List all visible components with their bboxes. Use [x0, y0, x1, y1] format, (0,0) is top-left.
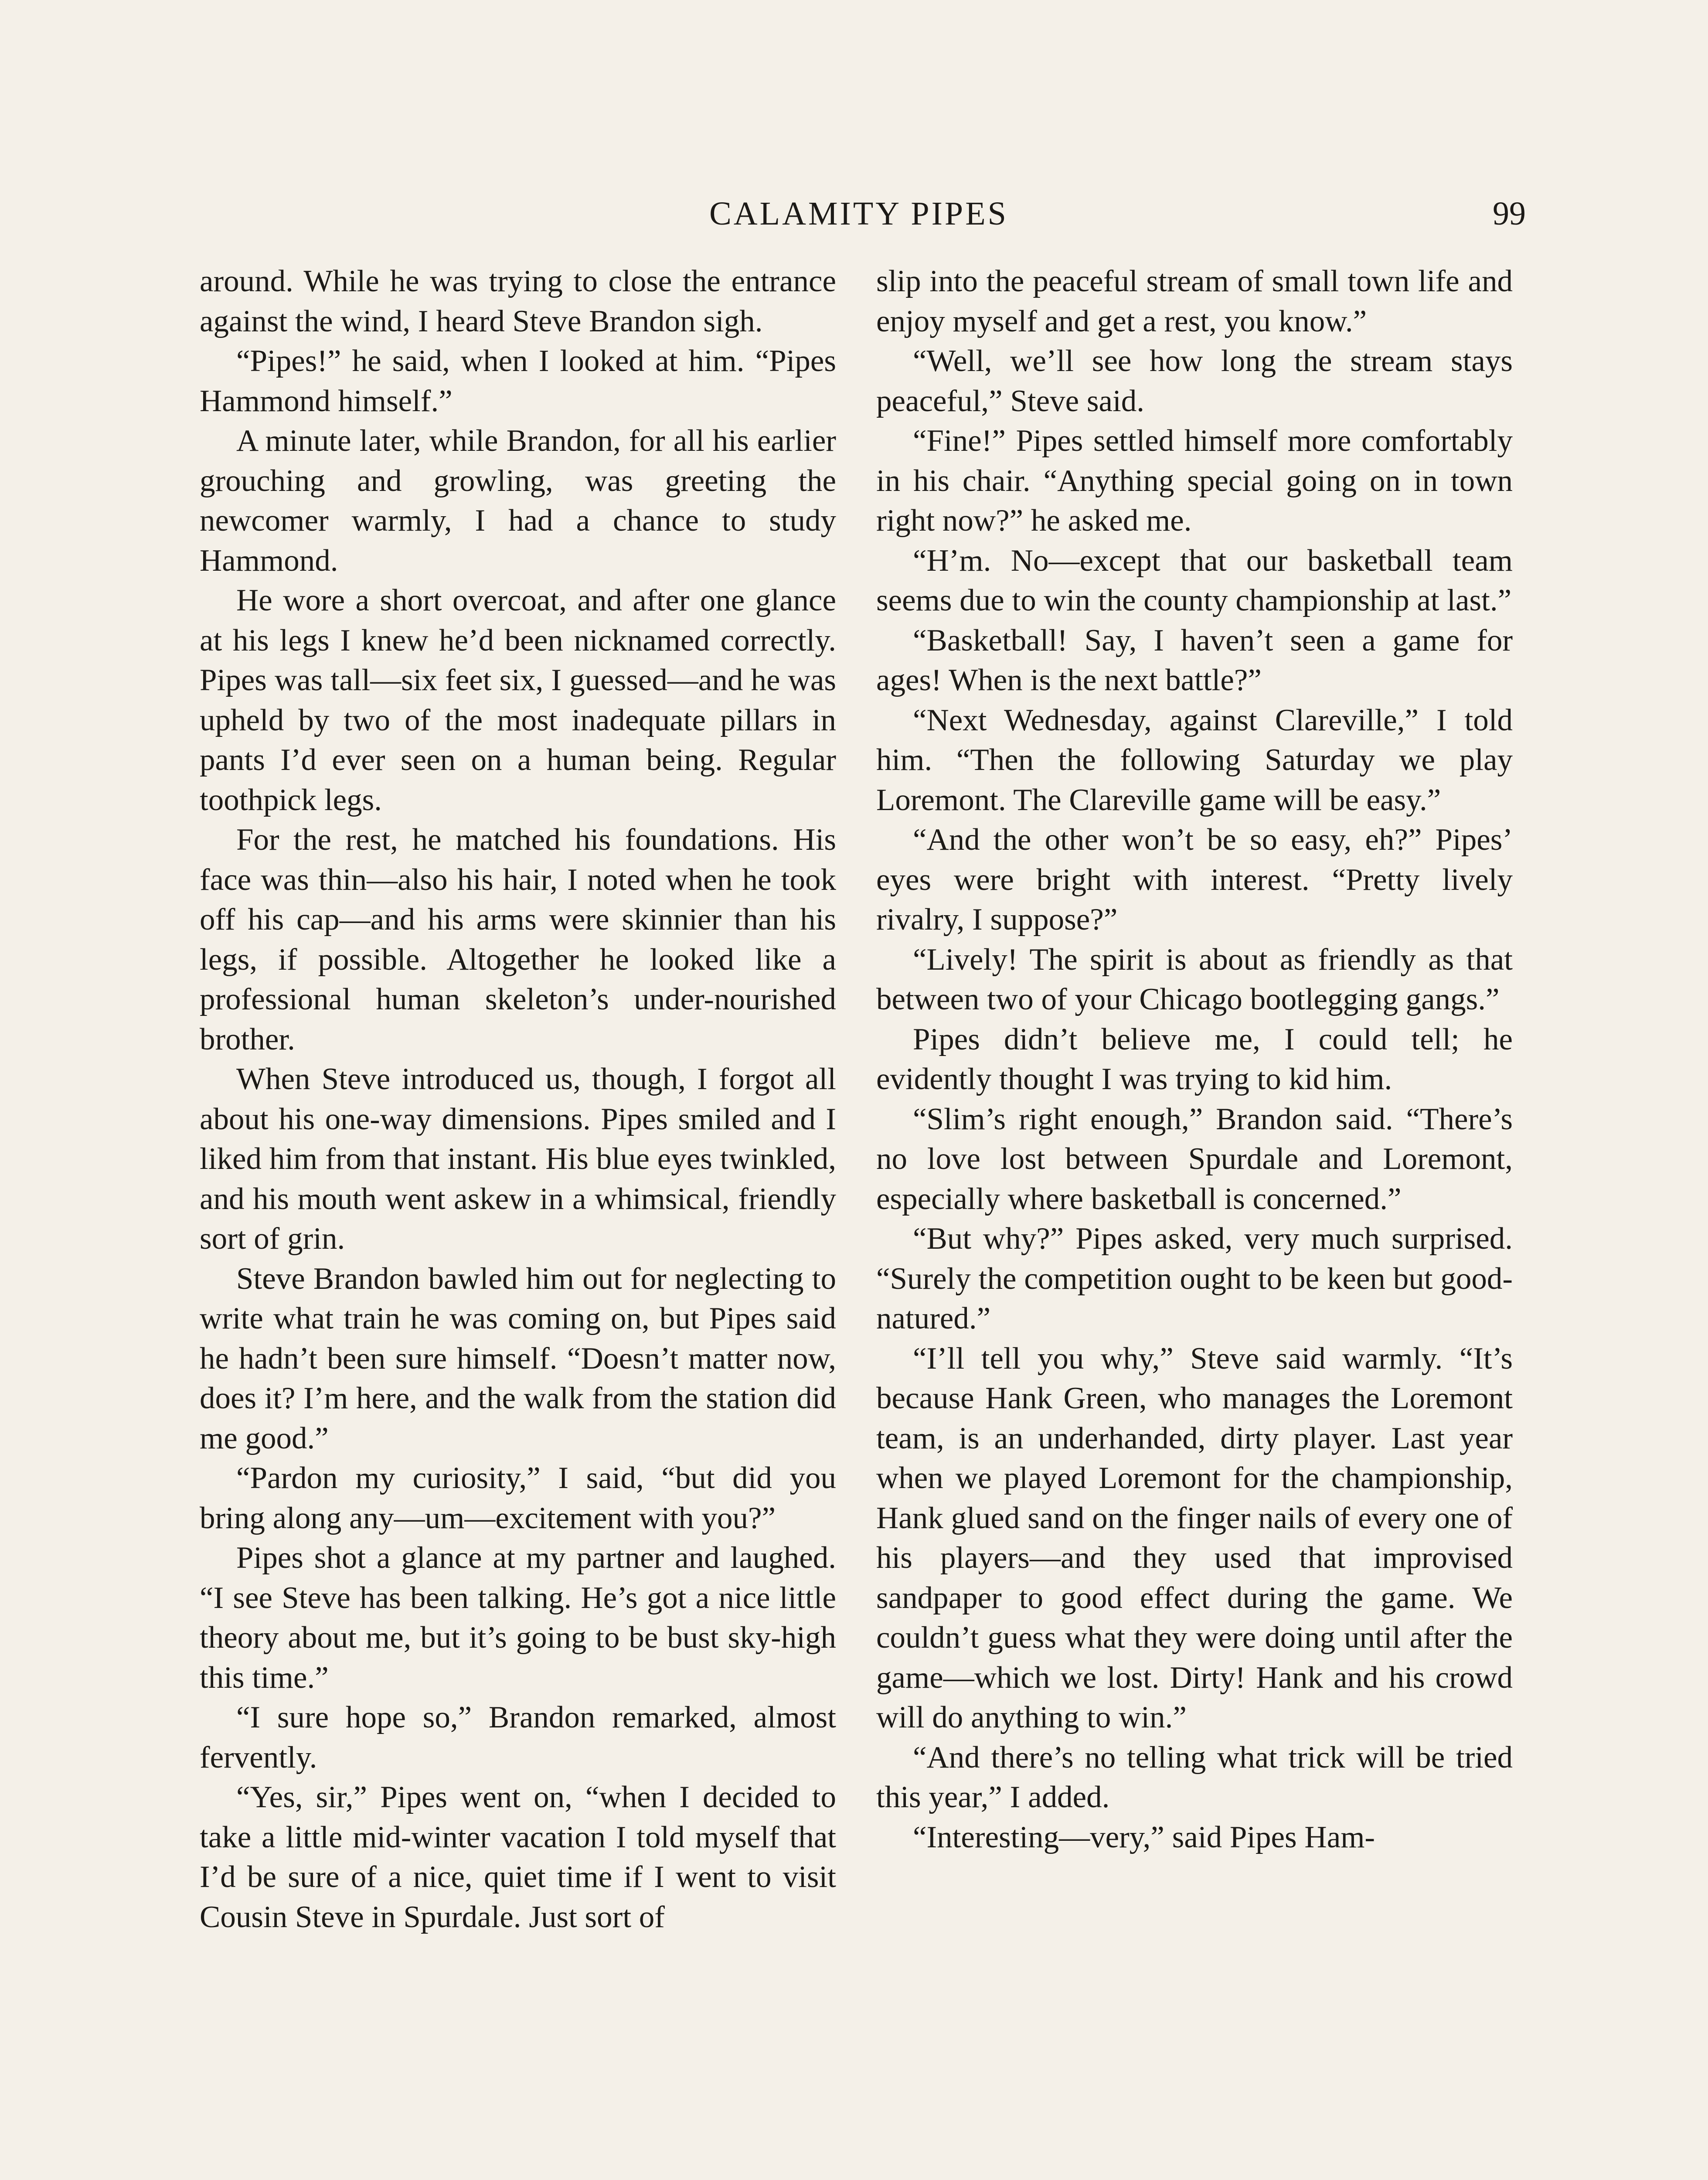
- page-number: 99: [1493, 195, 1526, 232]
- paragraph: “Pipes!” he said, when I looked at him. “Pipes Hammond himself.”: [200, 344, 836, 418]
- paragraph: Pipes didn’t believe me, I could tell; he evidently thought I was trying to kid him.: [876, 1022, 1513, 1096]
- paragraph: When Steve introduced us, though, I forgot all about his one-way dimensions. Pipes smiled and I liked him from that instant. His blue eyes twinkled, and his mouth went askew in a whimsical, friendly sort of grin.: [200, 1062, 836, 1256]
- left-column: [200, 262, 836, 1937]
- paragraph: “And the other won’t be so easy, eh?” Pipes’ eyes were bright with interest. “Pretty lively rivalry, I suppose?”: [876, 823, 1513, 937]
- paragraph: around. While he was trying to close the entrance against the wind, I heard Steve Brandon sigh.: [200, 264, 836, 338]
- paragraph: “Lively! The spirit is about as friendly as that between two of your Chicago bootlegging gangs.”: [876, 942, 1513, 1016]
- right-column: [876, 262, 1513, 1857]
- paragraph: “Interesting—very,” said Pipes Ham-: [913, 1820, 1375, 1854]
- paragraph: “Basketball! Say, I haven’t seen a game for ages! When is the next battle?”: [876, 623, 1513, 697]
- page-header: [192, 187, 1526, 240]
- paragraph: “And there’s no telling what trick will be tried this year,” I added.: [876, 1740, 1513, 1814]
- running-title: CALAMITY PIPES: [709, 195, 1008, 232]
- paragraph: He wore a short overcoat, and after one glance at his legs I knew he’d been nicknamed correctly. Pipes was tall—six feet six, I guessed—and he was upheld by two of the most inadequate pillars in pants I’d ever seen on a human being. Regular toothpick legs.: [200, 583, 836, 817]
- paragraph: “Pardon my curiosity,” I said, “but did you bring along any—um—excitement with you?”: [200, 1461, 836, 1535]
- paragraph: “Well, we’ll see how long the stream stays peaceful,” Steve said.: [876, 344, 1513, 418]
- paragraph: “Slim’s right enough,” Brandon said. “There’s no love lost between Spurdale and Loremont, especially where basketball is concerned.”: [876, 1102, 1513, 1216]
- paragraph: “H’m. No—except that our basketball team seems due to win the county championship at last.”: [876, 543, 1513, 617]
- paragraph: A minute later, while Brandon, for all his earlier grouching and growling, was greeting the newcomer warmly, I had a chance to study Hammond.: [200, 424, 836, 578]
- paragraph: “Yes, sir,” Pipes went on, “when I decided to take a little mid-winter vacation I told myself that I’d be sure of a nice, quiet time if I went to visit Cousin Steve in Spurdale. Just sort of: [200, 1780, 836, 1934]
- paragraph: slip into the peaceful stream of small town life and enjoy myself and get a rest, you know.”: [876, 264, 1513, 338]
- paragraph: “I sure hope so,” Brandon remarked, almost fervently.: [200, 1700, 836, 1775]
- paragraph: For the rest, he matched his foundations. His face was thin—also his hair, I noted when he took off his cap—and his arms were skinnier than his legs, if possible. Altogether he looked like a professional human skeleton’s under-nourished brother.: [200, 823, 836, 1056]
- paragraph: “Fine!” Pipes settled himself more comfortably in his chair. “Anything special going on in town right now?” he asked me.: [876, 424, 1513, 538]
- paragraph: Steve Brandon bawled him out for neglecting to write what train he was coming on, but Pipes said he hadn’t been sure himself. “Doesn’t matter now, does it? I’m here, and the walk from the station did me good.”: [200, 1261, 836, 1455]
- paragraph: “I’ll tell you why,” Steve said warmly. “It’s because Hank Green, who manages the Loremont team, is an underhanded, dirty player. Last year when we played Loremont for the championship, Hank glued sand on the finger nails of every one of his players—and they used that improvised sandpaper to good effect during the game. We couldn’t guess what they were doing until after the game—which we lost. Dirty! Hank and his crowd will do anything to win.”: [876, 1341, 1513, 1734]
- paragraph: Pipes shot a glance at my partner and laughed. “I see Steve has been talking. He’s got a nice little theory about me, but it’s going to be bust sky-high this time.”: [200, 1541, 836, 1695]
- paragraph: “But why?” Pipes asked, very much surprised. “Surely the competition ought to be keen but good-natured.”: [876, 1222, 1513, 1335]
- paragraph: “Next Wednesday, against Clareville,” I told him. “Then the following Saturday we play Loremont. The Clareville game will be easy.”: [876, 703, 1513, 817]
